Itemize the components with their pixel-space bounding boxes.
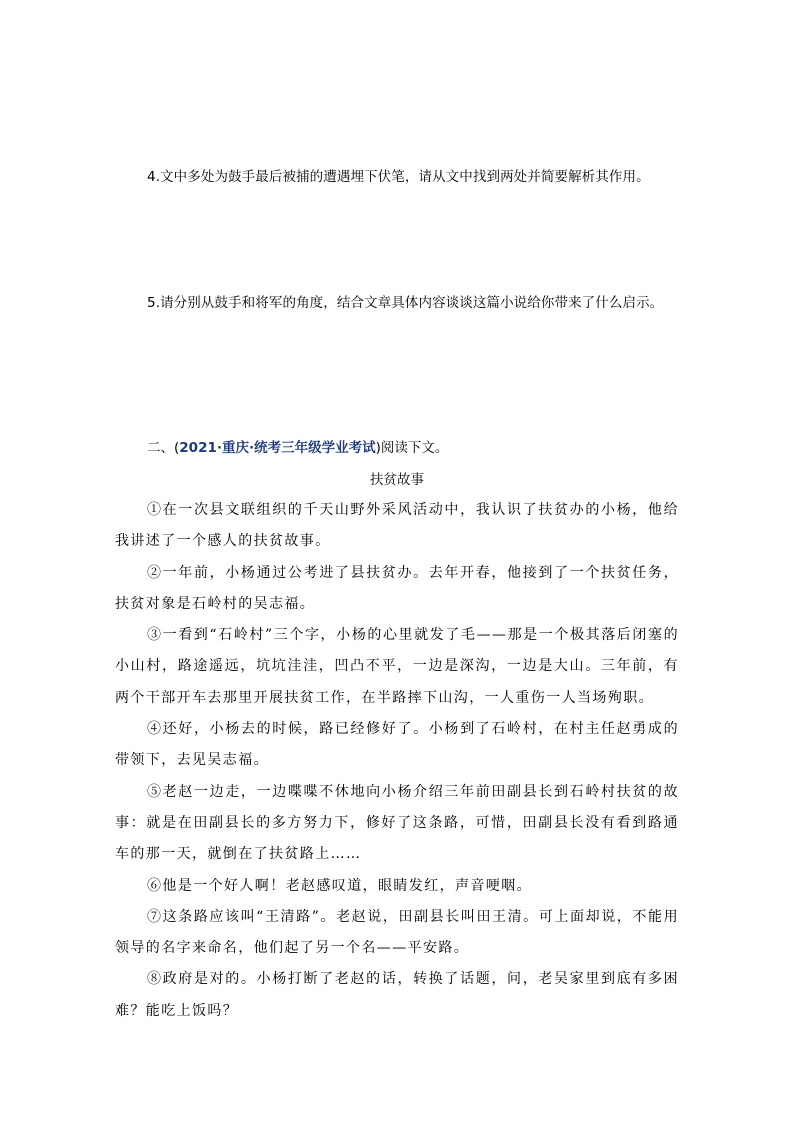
paragraph-4: ④还好，小杨去的时候，路已经修好了。小杨到了石岭村，在村主任赵勇成的带领下，去见吴志福。 — [115, 721, 679, 769]
paragraph-5: ⑤老赵一边走，一边喋喋不休地向小杨介绍三年前田副县长到石岭村扶贫的故事：就是在田副县长的多方努力下，修好了这条路，可惜，田副县长没有看到路通车的那一天，就倒在了扶贫路上…… — [115, 783, 679, 863]
paragraph-7: ⑦这条路应该叫“王清路”。老赵说，田副县长叫田王清。可上面却说，不能用领导的名字来命名，他们起了另一个名——平安路。 — [115, 908, 679, 957]
question-4: 4.文中多处为鼓手最后被捕的遭遇埋下伏笔，请从文中找到两处并简要解析其作用。 — [147, 169, 650, 185]
article-title: 扶贫故事 — [370, 472, 424, 488]
article-body — [115, 495, 679, 1027]
paragraph-1: ①在一次县文联组织的千天山野外采风活动中，我认识了扶贫办的小杨，他给我讲述了一个感人的扶贫故事。 — [115, 502, 679, 550]
section-prefix: 二、( — [147, 440, 180, 456]
paragraph-2: ②一年前，小杨通过公考进了县扶贫办。去年开春，他接到了一个扶贫任务，扶贫对象是石岭村的吴志福。 — [115, 564, 679, 612]
section-heading — [147, 436, 448, 456]
question-5: 5.请分别从鼓手和将军的角度，结合文章具体内容谈谈这篇小说给你带来了什么启示。 — [147, 295, 664, 311]
exam-source: 2021·重庆·统考三年级学业考试 — [179, 440, 376, 456]
paragraph-8: ⑧政府是对的。小杨打断了老赵的话，转换了话题，问，老吴家里到底有多困难？能吃上饭吗？ — [115, 971, 679, 1019]
paragraph-6: ⑥他是一个好人啊！老赵感叹道，眼睛发红，声音哽咽。 — [147, 877, 532, 894]
section-suffix: )阅读下文。 — [375, 440, 449, 456]
paragraph-3: ③一看到“石岭村”三个字，小杨的心里就发了毛——那是一个极其落后闭塞的小山村，路途遥远，坑坑洼洼，凹凸不平，一边是深沟，一边是大山。三年前，有两个干部开车去那里开展扶贫工作，在半路摔下山沟，一人重伤一人当场殉职。 — [115, 627, 679, 706]
